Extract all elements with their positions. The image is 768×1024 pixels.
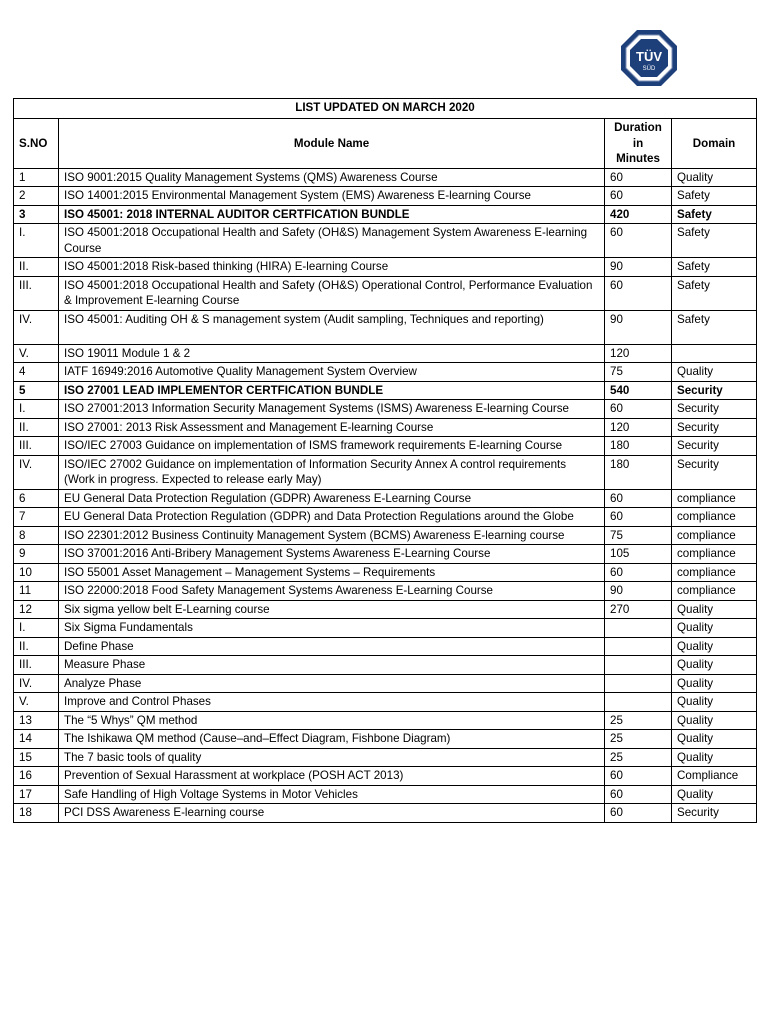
row-duration: 540 xyxy=(605,381,672,400)
row-duration: 120 xyxy=(605,344,672,363)
table-row xyxy=(14,381,757,400)
row-module-name: ISO 55001 Asset Management – Management Systems – Requirements xyxy=(59,563,605,582)
table-body xyxy=(14,168,757,822)
row-module-name: PCI DSS Awareness E-learning course xyxy=(59,804,605,823)
row-duration: 75 xyxy=(605,363,672,382)
row-duration: 180 xyxy=(605,455,672,489)
table-row xyxy=(14,205,757,224)
row-module-name: EU General Data Protection Regulation (GDPR) and Data Protection Regulations around the Globe xyxy=(59,508,605,527)
row-sno: II. xyxy=(14,637,59,656)
row-sno: 7 xyxy=(14,508,59,527)
row-domain: Security xyxy=(672,418,757,437)
header-module-name: Module Name xyxy=(59,119,605,169)
table-row xyxy=(14,582,757,601)
row-module-name: Six Sigma Fundamentals xyxy=(59,619,605,638)
row-domain: Quality xyxy=(672,674,757,693)
row-sno: IV. xyxy=(14,310,59,344)
table-row xyxy=(14,637,757,656)
table-row xyxy=(14,656,757,675)
row-module-name: Six sigma yellow belt E-Learning course xyxy=(59,600,605,619)
row-domain: Security xyxy=(672,400,757,419)
row-module-name: The Ishikawa QM method (Cause–and–Effect Diagram, Fishbone Diagram) xyxy=(59,730,605,749)
row-duration xyxy=(605,693,672,712)
row-sno: III. xyxy=(14,437,59,456)
row-domain: Quality xyxy=(672,363,757,382)
row-duration: 60 xyxy=(605,224,672,258)
row-domain: Security xyxy=(672,804,757,823)
table-row xyxy=(14,187,757,206)
row-sno: III. xyxy=(14,656,59,675)
table-row xyxy=(14,785,757,804)
header-sno: S.NO xyxy=(14,119,59,169)
header-domain: Domain xyxy=(672,119,757,169)
tuv-sud-logo-graphic xyxy=(620,29,678,87)
table-row xyxy=(14,674,757,693)
row-domain: Quality xyxy=(672,693,757,712)
row-duration: 60 xyxy=(605,785,672,804)
row-sno: 11 xyxy=(14,582,59,601)
row-domain: Safety xyxy=(672,276,757,310)
header-duration xyxy=(605,119,672,169)
row-module-name: ISO 45001:2018 Occupational Health and Safety (OH&S) Management System Awareness E-learning Course xyxy=(59,224,605,258)
row-duration xyxy=(605,637,672,656)
row-domain: Safety xyxy=(672,187,757,206)
row-sno: 15 xyxy=(14,748,59,767)
row-sno: V. xyxy=(14,693,59,712)
table-row xyxy=(14,748,757,767)
row-duration: 60 xyxy=(605,489,672,508)
table-row xyxy=(14,344,757,363)
row-sno: 8 xyxy=(14,526,59,545)
table-row xyxy=(14,563,757,582)
table-header-row xyxy=(14,119,757,169)
row-sno: I. xyxy=(14,224,59,258)
row-sno: II. xyxy=(14,418,59,437)
table-row xyxy=(14,276,757,310)
row-duration: 60 xyxy=(605,187,672,206)
row-domain: compliance xyxy=(672,545,757,564)
table-row xyxy=(14,168,757,187)
row-duration: 60 xyxy=(605,767,672,786)
row-sno: 9 xyxy=(14,545,59,564)
table-row xyxy=(14,508,757,527)
row-domain: Quality xyxy=(672,637,757,656)
row-duration: 60 xyxy=(605,804,672,823)
row-sno: V. xyxy=(14,344,59,363)
row-module-name: ISO 27001:2013 Information Security Management Systems (ISMS) Awareness E-learning Course xyxy=(59,400,605,419)
row-module-name: ISO 37001:2016 Anti-Bribery Management Systems Awareness E-Learning Course xyxy=(59,545,605,564)
table-row xyxy=(14,711,757,730)
row-domain xyxy=(672,344,757,363)
table-row xyxy=(14,455,757,489)
table-row xyxy=(14,363,757,382)
row-duration: 25 xyxy=(605,711,672,730)
table-row xyxy=(14,400,757,419)
table-row xyxy=(14,693,757,712)
table-row xyxy=(14,437,757,456)
row-duration: 90 xyxy=(605,258,672,277)
row-duration: 60 xyxy=(605,276,672,310)
row-sno: 10 xyxy=(14,563,59,582)
table-row xyxy=(14,545,757,564)
row-duration: 25 xyxy=(605,730,672,749)
row-module-name: ISO 22000:2018 Food Safety Management Systems Awareness E-Learning Course xyxy=(59,582,605,601)
row-sno: 17 xyxy=(14,785,59,804)
course-list-table xyxy=(13,98,757,823)
row-sno: 3 xyxy=(14,205,59,224)
table-row xyxy=(14,767,757,786)
row-module-name: Measure Phase xyxy=(59,656,605,675)
row-module-name: ISO 45001: 2018 INTERNAL AUDITOR CERTFICATION BUNDLE xyxy=(59,205,605,224)
row-duration: 180 xyxy=(605,437,672,456)
row-duration: 90 xyxy=(605,582,672,601)
row-module-name: ISO 45001: Auditing OH & S management system (Audit sampling, Techniques and reporting) xyxy=(59,310,605,344)
row-module-name: ISO 14001:2015 Environmental Management System (EMS) Awareness E-learning Course xyxy=(59,187,605,206)
row-domain: Safety xyxy=(672,310,757,344)
row-sno: 6 xyxy=(14,489,59,508)
table-row xyxy=(14,619,757,638)
row-sno: 13 xyxy=(14,711,59,730)
header-duration-line2: in xyxy=(632,136,644,150)
row-module-name: EU General Data Protection Regulation (GDPR) Awareness E-Learning Course xyxy=(59,489,605,508)
row-module-name: Analyze Phase xyxy=(59,674,605,693)
row-sno: 18 xyxy=(14,804,59,823)
row-duration: 75 xyxy=(605,526,672,545)
row-duration: 270 xyxy=(605,600,672,619)
header-duration-line3: Minutes xyxy=(616,152,660,165)
table-row xyxy=(14,804,757,823)
row-module-name: ISO/IEC 27003 Guidance on implementation of ISMS framework requirements E-learning Course xyxy=(59,437,605,456)
row-module-name: ISO 45001:2018 Occupational Health and Safety (OH&S) Operational Control, Performance Evaluation & Improvement E-learning Course xyxy=(59,276,605,310)
row-domain: Quality xyxy=(672,600,757,619)
row-domain: Quality xyxy=(672,711,757,730)
row-domain: Safety xyxy=(672,258,757,277)
row-domain: Safety xyxy=(672,224,757,258)
row-duration: 120 xyxy=(605,418,672,437)
table-row xyxy=(14,310,757,344)
row-duration xyxy=(605,619,672,638)
row-sno: I. xyxy=(14,619,59,638)
table-row xyxy=(14,526,757,545)
row-module-name: The 7 basic tools of quality xyxy=(59,748,605,767)
row-module-name: ISO 45001:2018 Risk-based thinking (HIRA) E-learning Course xyxy=(59,258,605,277)
row-module-name: ISO/IEC 27002 Guidance on implementation of Information Security Annex A control requirements (Work in progress. Expected to release early May) xyxy=(59,455,605,489)
row-duration: 60 xyxy=(605,400,672,419)
row-module-name: Define Phase xyxy=(59,637,605,656)
tuv-sud-logo xyxy=(620,29,678,87)
row-sno: I. xyxy=(14,400,59,419)
row-module-name: ISO 19011 Module 1 & 2 xyxy=(59,344,605,363)
table-title-row xyxy=(14,99,757,119)
row-module-name: Safe Handling of High Voltage Systems in Motor Vehicles xyxy=(59,785,605,804)
logo-subtext: SÜD xyxy=(642,66,656,72)
row-duration: 25 xyxy=(605,748,672,767)
row-duration: 60 xyxy=(605,563,672,582)
row-module-name: ISO 27001 LEAD IMPLEMENTOR CERTFICATION BUNDLE xyxy=(59,381,605,400)
table-row xyxy=(14,489,757,508)
row-sno: 1 xyxy=(14,168,59,187)
row-domain: Quality xyxy=(672,748,757,767)
row-module-name: Improve and Control Phases xyxy=(59,693,605,712)
row-domain: compliance xyxy=(672,526,757,545)
row-sno: 5 xyxy=(14,381,59,400)
row-sno: 4 xyxy=(14,363,59,382)
row-domain: Security xyxy=(672,437,757,456)
row-domain: Quality xyxy=(672,619,757,638)
row-module-name: IATF 16949:2016 Automotive Quality Management System Overview xyxy=(59,363,605,382)
row-duration xyxy=(605,674,672,693)
row-duration: 60 xyxy=(605,508,672,527)
row-domain: compliance xyxy=(672,563,757,582)
row-duration: 90 xyxy=(605,310,672,344)
row-domain: Compliance xyxy=(672,767,757,786)
table-row xyxy=(14,224,757,258)
row-sno: 14 xyxy=(14,730,59,749)
row-domain: Quality xyxy=(672,168,757,187)
table-row xyxy=(14,600,757,619)
row-module-name: ISO 9001:2015 Quality Management Systems (QMS) Awareness Course xyxy=(59,168,605,187)
row-domain: compliance xyxy=(672,489,757,508)
row-domain: Security xyxy=(672,455,757,489)
logo-text: TÜV xyxy=(636,49,662,64)
table-title: LIST UPDATED ON MARCH 2020 xyxy=(14,99,757,119)
row-duration: 420 xyxy=(605,205,672,224)
row-domain: Quality xyxy=(672,656,757,675)
row-domain: Safety xyxy=(672,205,757,224)
row-duration xyxy=(605,656,672,675)
row-sno: III. xyxy=(14,276,59,310)
row-sno: II. xyxy=(14,258,59,277)
row-module-name: Prevention of Sexual Harassment at workplace (POSH ACT 2013) xyxy=(59,767,605,786)
row-sno: 2 xyxy=(14,187,59,206)
row-sno: 16 xyxy=(14,767,59,786)
header-duration-line1: Duration xyxy=(614,121,662,134)
row-domain: Security xyxy=(672,381,757,400)
table-row xyxy=(14,258,757,277)
row-duration: 60 xyxy=(605,168,672,187)
row-sno: IV. xyxy=(14,455,59,489)
row-sno: IV. xyxy=(14,674,59,693)
row-module-name: The “5 Whys” QM method xyxy=(59,711,605,730)
table-row xyxy=(14,730,757,749)
row-domain: compliance xyxy=(672,508,757,527)
row-sno: 12 xyxy=(14,600,59,619)
table-row xyxy=(14,418,757,437)
row-domain: Quality xyxy=(672,785,757,804)
row-domain: compliance xyxy=(672,582,757,601)
row-module-name: ISO 22301:2012 Business Continuity Management System (BCMS) Awareness E-learning course xyxy=(59,526,605,545)
row-module-name: ISO 27001: 2013 Risk Assessment and Management E-learning Course xyxy=(59,418,605,437)
row-duration: 105 xyxy=(605,545,672,564)
row-domain: Quality xyxy=(672,730,757,749)
